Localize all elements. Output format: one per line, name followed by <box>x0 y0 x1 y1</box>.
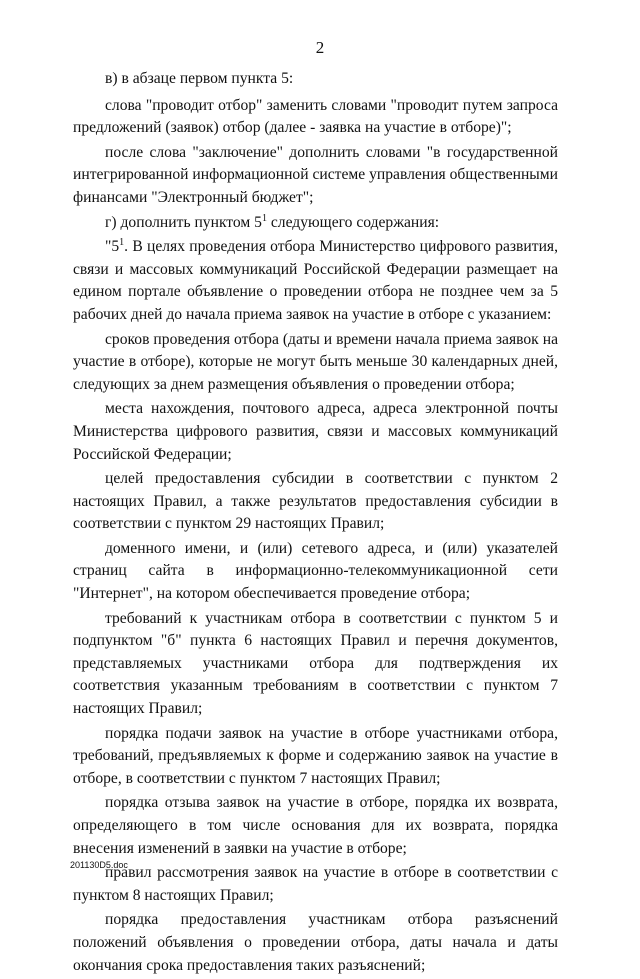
paragraph-replace-words: слова "проводит отбор" заменить словами "проводит путем запроса предложений (заявок) отбор (далее - заявка на участие в отборе)"; <box>73 96 558 137</box>
paragraph-deadlines: сроков проведения отбора (даты и времени начала приема заявок на участие в отборе), которые не могут быть меньше 30 календарных дней, следующих за днем размещения объявления о проведении отбора; <box>73 330 558 393</box>
paragraph-clarifications: порядка предоставления участникам отбора разъяснений положений объявления о проведении отбора, даты начала и даты окончания срока предоставления таких разъяснений; <box>73 911 558 974</box>
clause-5-1-superscript: 1 <box>119 237 125 249</box>
clause-5-1-start: "5 <box>105 238 120 256</box>
paragraph-goals: целей предоставления субсидии в соответствии с пунктом 2 настоящих Правил, а также результатов предоставления субсидии в соответствии с пунктом 29 настоящих Правил; <box>73 470 558 533</box>
paragraph-location: места нахождения, почтового адреса, адреса электронной почты Министерства цифрового развития, связи и массовых коммуникаций Российской Федерации; <box>73 400 558 463</box>
paragraph-requirements: требований к участникам отбора в соответствии с пунктом 5 и подпунктом "б" пункта 6 настоящих Правил и перечня документов, представляемых участниками отбора для подтверждения их соответствия указанным требованиям в соответствии с пунктом 7 настоящих Правил; <box>73 609 558 718</box>
paragraph-clause-5-1 <box>73 236 558 326</box>
item-g-superscript: 1 <box>261 212 267 224</box>
footer-filename: 201130D5.doc <box>70 860 128 870</box>
item-g-text: г) дополнить пунктом 5 <box>105 213 262 231</box>
paragraph-domain: доменного имени, и (или) сетевого адреса, и (или) указателей страниц сайта в информационно-телекоммуникационной сети "Интернет", на котором обеспечивается проведение отбора; <box>73 539 558 603</box>
clause-5-1-text: . В целях проведения отбора Министерство цифрового развития, связи и массовых коммуникаций Российской Федерации размещает на едином портале объявление о проведении отбора не позднее чем за 5 рабочих дней до начала приема заявок на участие в отборе с указанием: <box>73 238 558 323</box>
paragraph-submission: порядка подачи заявок на участие в отборе участниками отбора, требований, предъявляемых к форме и содержанию заявок на участие в отборе, в соответствии с пунктом 7 настоящих Правил; <box>73 724 558 787</box>
item-g-text-end: следующего содержания: <box>266 213 440 231</box>
paragraph-item-v: в) в абзаце первом пункта 5: <box>105 70 294 87</box>
paragraph-add-words: после слова "заключение" дополнить словами "в государственной интегрированной информационной системе управления общественными финансами "Электронный бюджет"; <box>73 143 558 206</box>
paragraph-withdrawal: порядка отзыва заявок на участие в отборе, порядка их возврата, определяющего в том числе основания для их возврата, порядка внесения изменений в заявки на участие в отборе; <box>73 794 558 857</box>
paragraph-review-rules: правил рассмотрения заявок на участие в отборе в соответствии с пунктом 8 настоящих Правил; <box>73 864 558 904</box>
page-number: 2 <box>315 38 325 57</box>
document-body <box>73 68 558 979</box>
paragraph-item-g <box>73 212 558 235</box>
